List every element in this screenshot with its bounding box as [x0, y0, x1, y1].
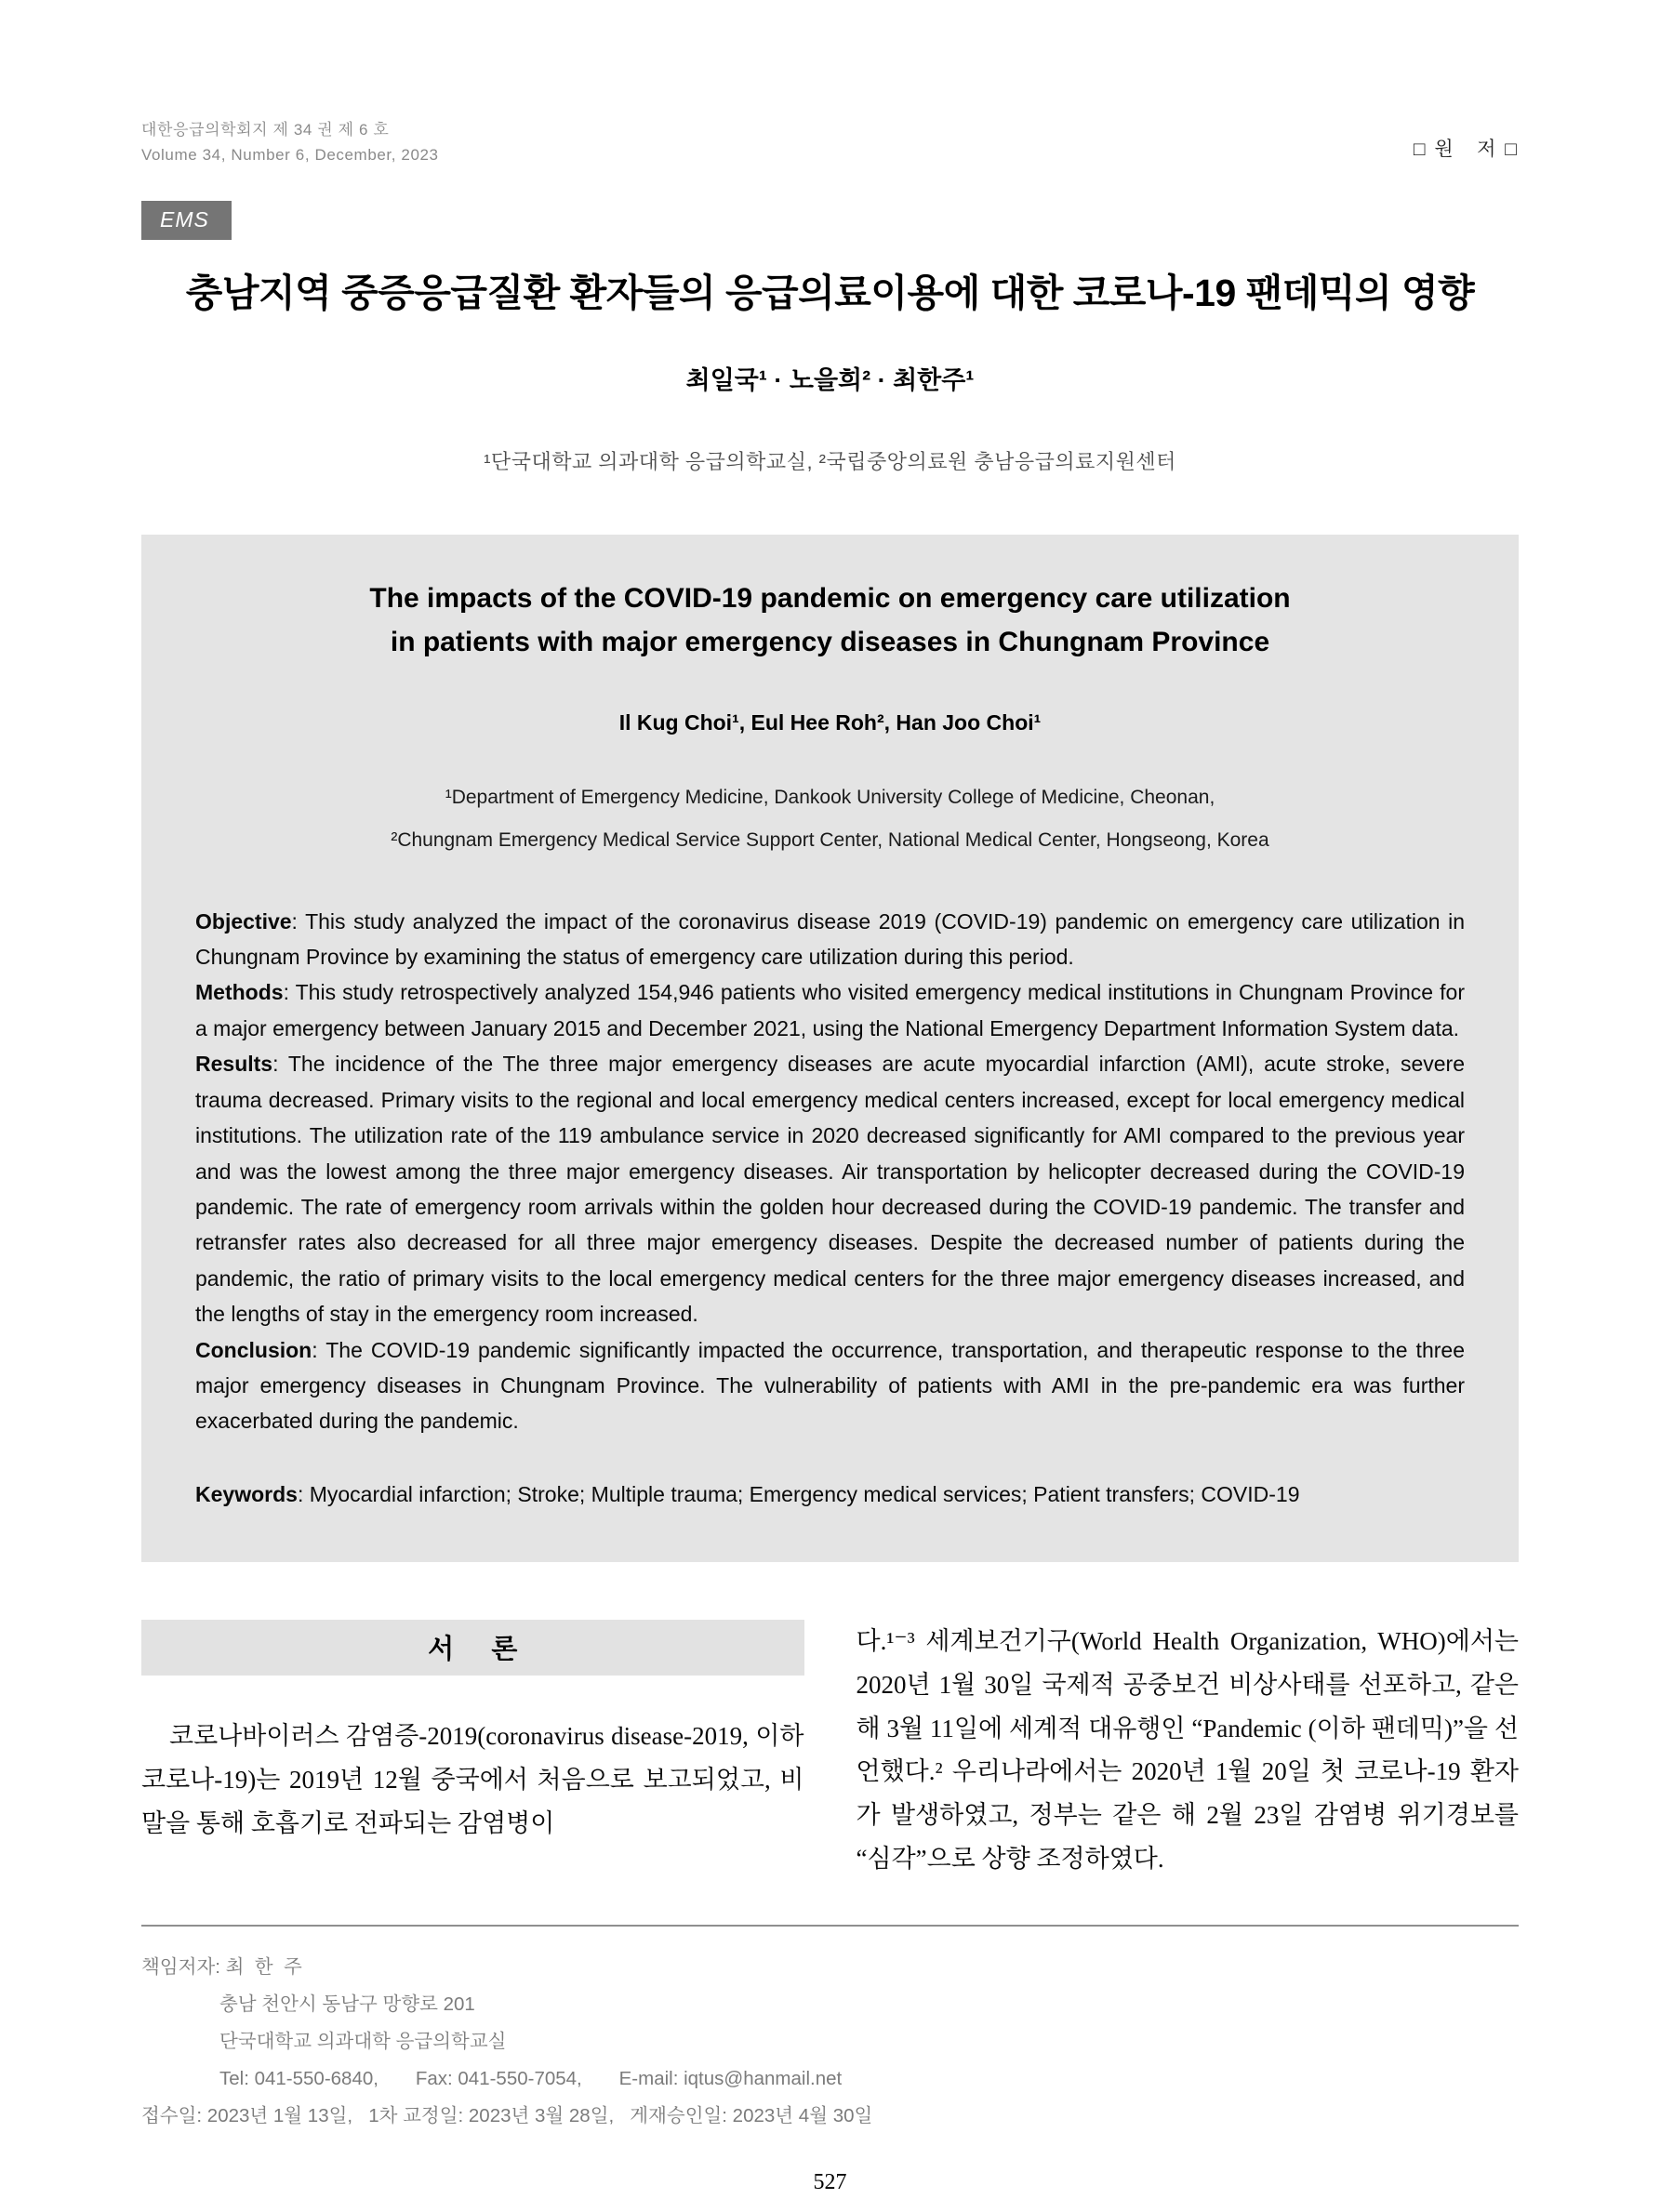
footer-divider — [141, 1925, 1519, 1927]
page-header — [141, 117, 1519, 167]
page-number: 527 — [813, 2170, 847, 2195]
abstract-methods-label: Methods — [195, 980, 284, 1005]
abstract-box — [141, 535, 1519, 1562]
corresponding-author-line: 책임저자: 최 한 주 — [141, 1956, 302, 1979]
authors-english: Il Kug Choi¹, Eul Hee Roh², Han Joo Choi¹ — [618, 710, 1042, 735]
abstract-results-text: : The incidence of the The three major emergency diseases are acute myocardial infarction (AMI), acute stroke, severe trauma decreased. Primary visits to the regional and local emergency medical centers increased, except for local emergency medical institutions. The utilization rate of the 119 ambulance service in 2020 decreased significantly for AMI compared to the previous year and was the lowest among the three major emergency diseases. Air transportation by helicopter decreased during the COVID-19 pandemic. The rate of emergency room arrivals within the golden hour decreased during the COVID-19 pandemic. The transfer and retransfer rates also decreased for all three major emergency diseases. Despite the decreased number of patients during the pandemic, the ratio of primary visits to the local emergency medical centers for the three major emergency diseases increased, and the lengths of stay in the emergency room increased. — [195, 1052, 1465, 1327]
english-title-line-1: The impacts of the COVID-19 pandemic on emergency care utilization — [369, 583, 1291, 615]
abstract-objective-text: : This study analyzed the impact of the coronavirus disease 2019 (COVID-19) pandemic on emergency care utilization in Chungnam Province by examining the status of emergency care utilization during this period. — [195, 908, 1465, 970]
authors-korean: 최일국¹ · 노을희² · 최한주¹ — [685, 366, 975, 395]
journal-volume-line: Volume 34, Number 6, December, 2023 — [141, 146, 439, 165]
journal-info — [141, 117, 439, 167]
affiliations-english — [195, 776, 1465, 860]
corresponding-address-line-1: 충남 천안시 동남구 망향로 201 — [219, 1993, 475, 2016]
ems-badge-row — [141, 167, 1519, 240]
abstract-results-label: Results — [195, 1052, 273, 1077]
english-title-line-2: in patients with major emergency diseases in Chungnam Province — [390, 626, 1270, 657]
affiliations-korean: ¹단국대학교 의과대학 응급의학교실, ²국립중앙의료원 충남응급의료지원센터 — [484, 450, 1176, 474]
abstract-methods-text: : This study retrospectively analyzed 154,946 patients who visited emergency medical institutions in Chungnam Province for a major emergency between January 2015 and December 2021, using the National Emergency Department Information System data. — [195, 980, 1465, 1040]
introduction-section-heading: 서 론 — [141, 1620, 804, 1676]
introduction-paragraph-left: 코로나바이러스 감염증-2019(coronavirus disease-2019, 이하 코로나-19)는 2019년 12월 중국에서 처음으로 보고되었고, 비말을 통해 호흡기로 전파되는 감염병이 — [141, 1722, 804, 1837]
article-title-english — [195, 577, 1465, 664]
abstract-body — [195, 904, 1465, 1513]
left-column — [141, 1620, 804, 1880]
abstract-keywords — [195, 1477, 1465, 1512]
abstract-keywords-text: : Myocardial infarction; Stroke; Multiple trauma; Emergency medical services; Patient transfers; COVID-19 — [297, 1481, 1300, 1506]
corresponding-address-line-2: 단국대학교 의과대학 응급의학교실 — [219, 2031, 507, 2053]
abstract-conclusion-label: Conclusion — [195, 1337, 312, 1362]
abstract-conclusion — [195, 1332, 1465, 1439]
abstract-objective-label: Objective — [195, 908, 292, 934]
abstract-keywords-label: Keywords — [195, 1481, 298, 1506]
submission-dates-line: 접수일: 2023년 1월 13일, 1차 교정일: 2023년 3월 28일, 게재승인일: 2023년 4월 30일 — [141, 2105, 873, 2127]
article-type-marker: □ 원 저 □ — [1413, 139, 1519, 160]
introduction-paragraph-right: 다.¹⁻³ 세계보건기구(World Health Organization, WHO)에서는 2020년 1월 30일 국제적 공중보건 비상사태를 선포하고, 같은 해 3월 11일에 세계적 대유행인 “Pandemic (이하 팬데믹)”을 선언했다.² 우리나라에서는 2020년 1월 20일 첫 코로나-19 환자가 발생하였고, 정부는 같은 해 2월 23일 감염병 위기경보를 “심각”으로 상향 조정하였다. — [856, 1627, 1519, 1873]
abstract-results — [195, 1046, 1465, 1331]
corresponding-contact-line: Tel: 041-550-6840, Fax: 041-550-7054, E-mail: iqtus@hanmail.net — [219, 2068, 843, 2090]
abstract-methods — [195, 974, 1465, 1046]
journal-title-korean: 대한응급의학회지 제 34 권 제 6 호 — [141, 121, 390, 139]
abstract-objective — [195, 904, 1465, 975]
right-column — [857, 1620, 1520, 1880]
english-affiliation-2: ²Chungnam Emergency Medical Service Support Center, National Medical Center, Hongseong, Korea — [391, 828, 1269, 851]
introduction-columns — [141, 1620, 1519, 1880]
footer-correspondence — [141, 1949, 1519, 2135]
ems-category-badge: EMS — [141, 201, 232, 240]
english-affiliation-1: ¹Department of Emergency Medicine, Dankook University College of Medicine, Cheonan, — [445, 787, 1215, 809]
article-title-korean: 충남지역 중증응급질환 환자들의 응급의료이용에 대한 코로나-19 팬데믹의 영향 — [185, 272, 1475, 315]
abstract-conclusion-text: : The COVID-19 pandemic significantly impacted the occurrence, transportation, and therapeutic response to the three major emergency diseases in Chungnam Province. The vulnerability of patients with AMI in the pre-pandemic era was further exacerbated during the pandemic. — [195, 1337, 1465, 1434]
